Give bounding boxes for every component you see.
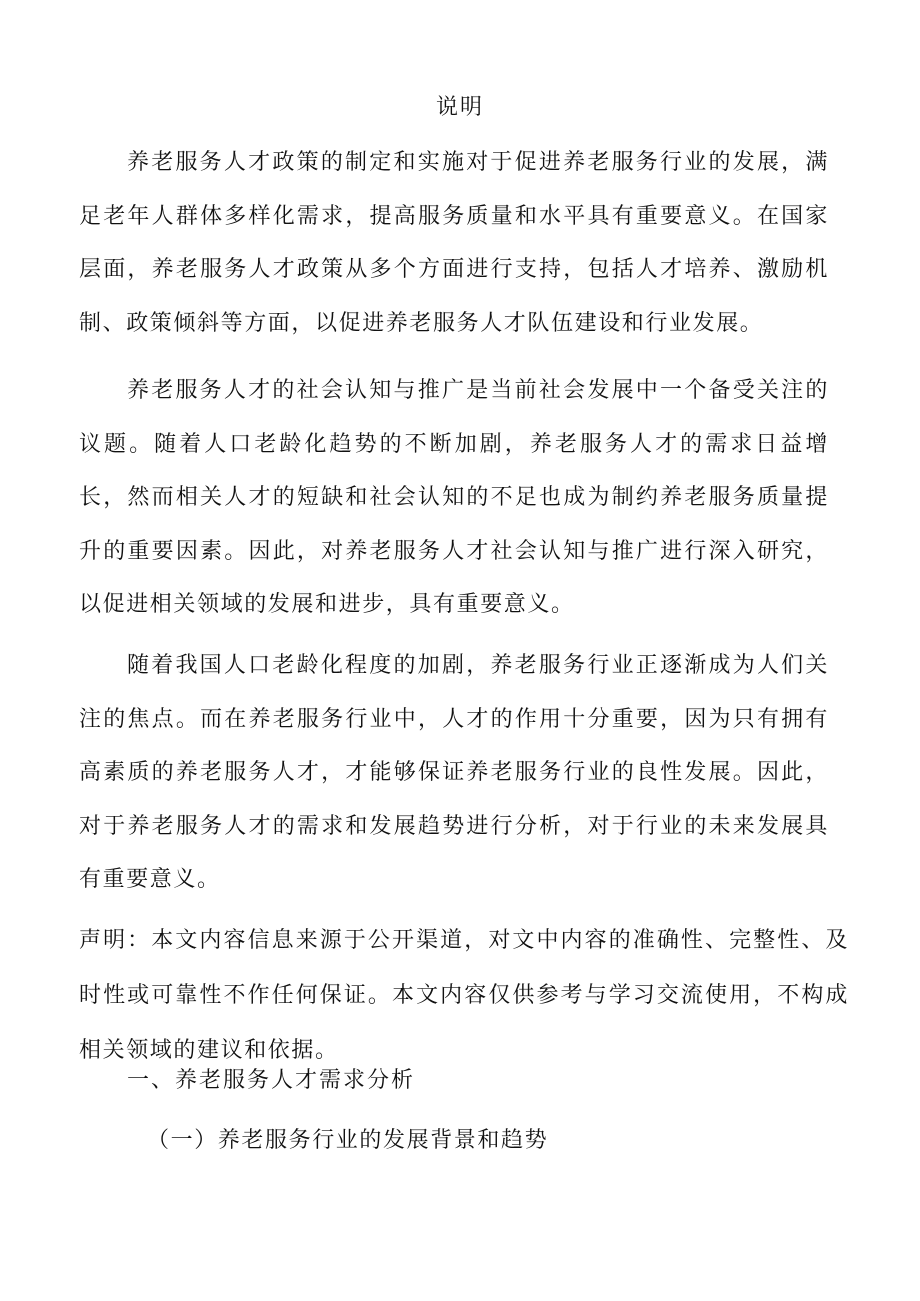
paragraph-1: 养老服务人才政策的制定和实施对于促进养老服务行业的发展，满足老年人群体多样化需求，提高服务质量和水平具有重要意义。在国家层面，养老服务人才政策从多个方面进行支持，包括人才培养、激励机制、政策倾斜等方面，以促进养老服务人才队伍建设和行业发展。 — [79, 150, 829, 336]
paragraph-3: 随着我国人口老龄化程度的加剧，养老服务行业正逐渐成为人们关注的焦点。而在养老服务行业中，人才的作用十分重要，因为只有拥有高素质的养老服务人才，才能够保证养老服务行业的良性发展。因此，对于养老服务人才的需求和发展趋势进行分析，对于行业的未来发展具有重要意义。 — [79, 653, 829, 892]
document-title: 说明 — [435, 95, 484, 120]
subsection-heading: （一）养老服务行业的发展背景和趋势 — [147, 1128, 549, 1153]
paragraph-2: 养老服务人才的社会认知与推广是当前社会发展中一个备受关注的议题。随着人口老龄化趋势的不断加剧，养老服务人才的需求日益增长，然而相关人才的短缺和社会认知的不足也成为制约养老服务质量提升的重要因素。因此，对养老服务人才社会认知与推广进行深入研究，以促进相关领域的发展和进步，具有重要意义。 — [79, 378, 829, 617]
disclaimer-paragraph: 声明：本文内容信息来源于公开渠道，对文中内容的准确性、完整性、及时性或可靠性不作任何保证。本文内容仅供参考与学习交流使用，不构成相关领域的建议和依据。 — [79, 928, 849, 1063]
section-heading: 一、养老服务人才需求分析 — [127, 1068, 416, 1093]
